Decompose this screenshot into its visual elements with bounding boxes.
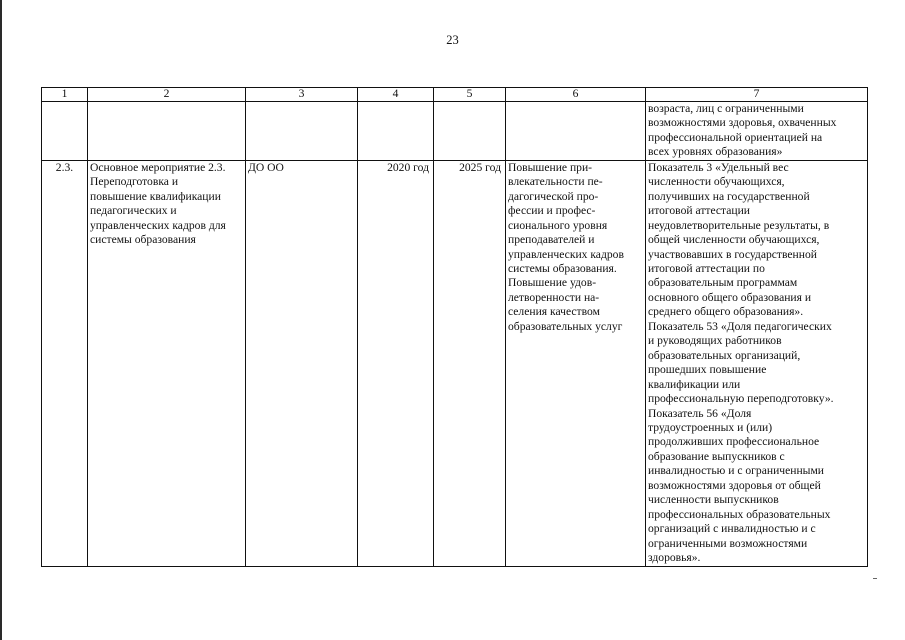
column-header-4: 4 xyxy=(358,88,434,102)
margin-tick-mark xyxy=(873,578,877,579)
start-year-cell xyxy=(358,160,434,566)
page-edge-rule xyxy=(0,0,2,640)
continuation-cell-2 xyxy=(88,102,246,161)
table-row-continuation xyxy=(42,102,868,161)
end-year-text: 2025 год xyxy=(459,160,501,174)
column-header-6: 6 xyxy=(506,88,646,102)
continuation-cell-4 xyxy=(358,102,434,161)
column-header-7: 7 xyxy=(646,88,868,102)
page-number: 23 xyxy=(446,33,459,47)
continuation-cell-5 xyxy=(434,102,506,161)
continuation-cell-1 xyxy=(42,102,88,161)
expected-result-cell xyxy=(506,160,646,566)
continuation-cell-indicators xyxy=(646,102,868,161)
table-header-row xyxy=(42,88,868,102)
column-header-2: 2 xyxy=(88,88,246,102)
start-year-text: 2020 год xyxy=(387,160,429,174)
event-cell xyxy=(88,160,246,566)
column-header-3: 3 xyxy=(246,88,358,102)
executor-cell xyxy=(246,160,358,566)
executor-text: ДО ОО xyxy=(248,160,284,174)
continuation-indicators-text: возраста, лиц с ограниченными возможностями здоровья, охваченных профессиональной ориентацией на всех уровнях образования» xyxy=(648,102,837,159)
continuation-cell-6 xyxy=(506,102,646,161)
expected-result-text: Повышение при- влекательности пе- дагогической про- фессии и профес- сионального уровня преподавателей и управленческих кадров системы образования. Повышение удов- летворенности на- селения качеством образовательных услуг xyxy=(508,160,624,333)
table-row xyxy=(42,160,868,566)
measures-table xyxy=(41,87,868,567)
row-number-text: 2.3. xyxy=(55,160,74,174)
end-year-cell xyxy=(434,160,506,566)
continuation-cell-3 xyxy=(246,102,358,161)
indicators-text: Показатель 3 «Удельный вес численности обучающихся, получивших на государственной итоговой аттестации неудовлетворительные результаты, в общей численности обучающихся, участвовавших в государственной итоговой аттестации по образовательным программам основного общего образования и среднего общего образования». Показатель 53 «Доля педагогических и руководящих работников образовательных организаций, прошедших повышение квалификации или профессиональную переподготовку». Показатель 56 «Доля трудоустроенных и (или) продолживших профессиональное образование выпускников с инвалидностью и с ограниченными возможностями здоровья от общей численности выпускников профессиональных образовательных организаций с инвалидностью и с ограниченными возможностями здоровья». xyxy=(648,160,834,565)
row-number xyxy=(42,160,88,566)
indicators-cell xyxy=(646,160,868,566)
column-header-1: 1 xyxy=(42,88,88,102)
event-text: Основное мероприятие 2.3. Переподготовка и повышение квалификации педагогических и управленческих кадров для системы образования xyxy=(90,160,226,247)
column-header-5: 5 xyxy=(434,88,506,102)
